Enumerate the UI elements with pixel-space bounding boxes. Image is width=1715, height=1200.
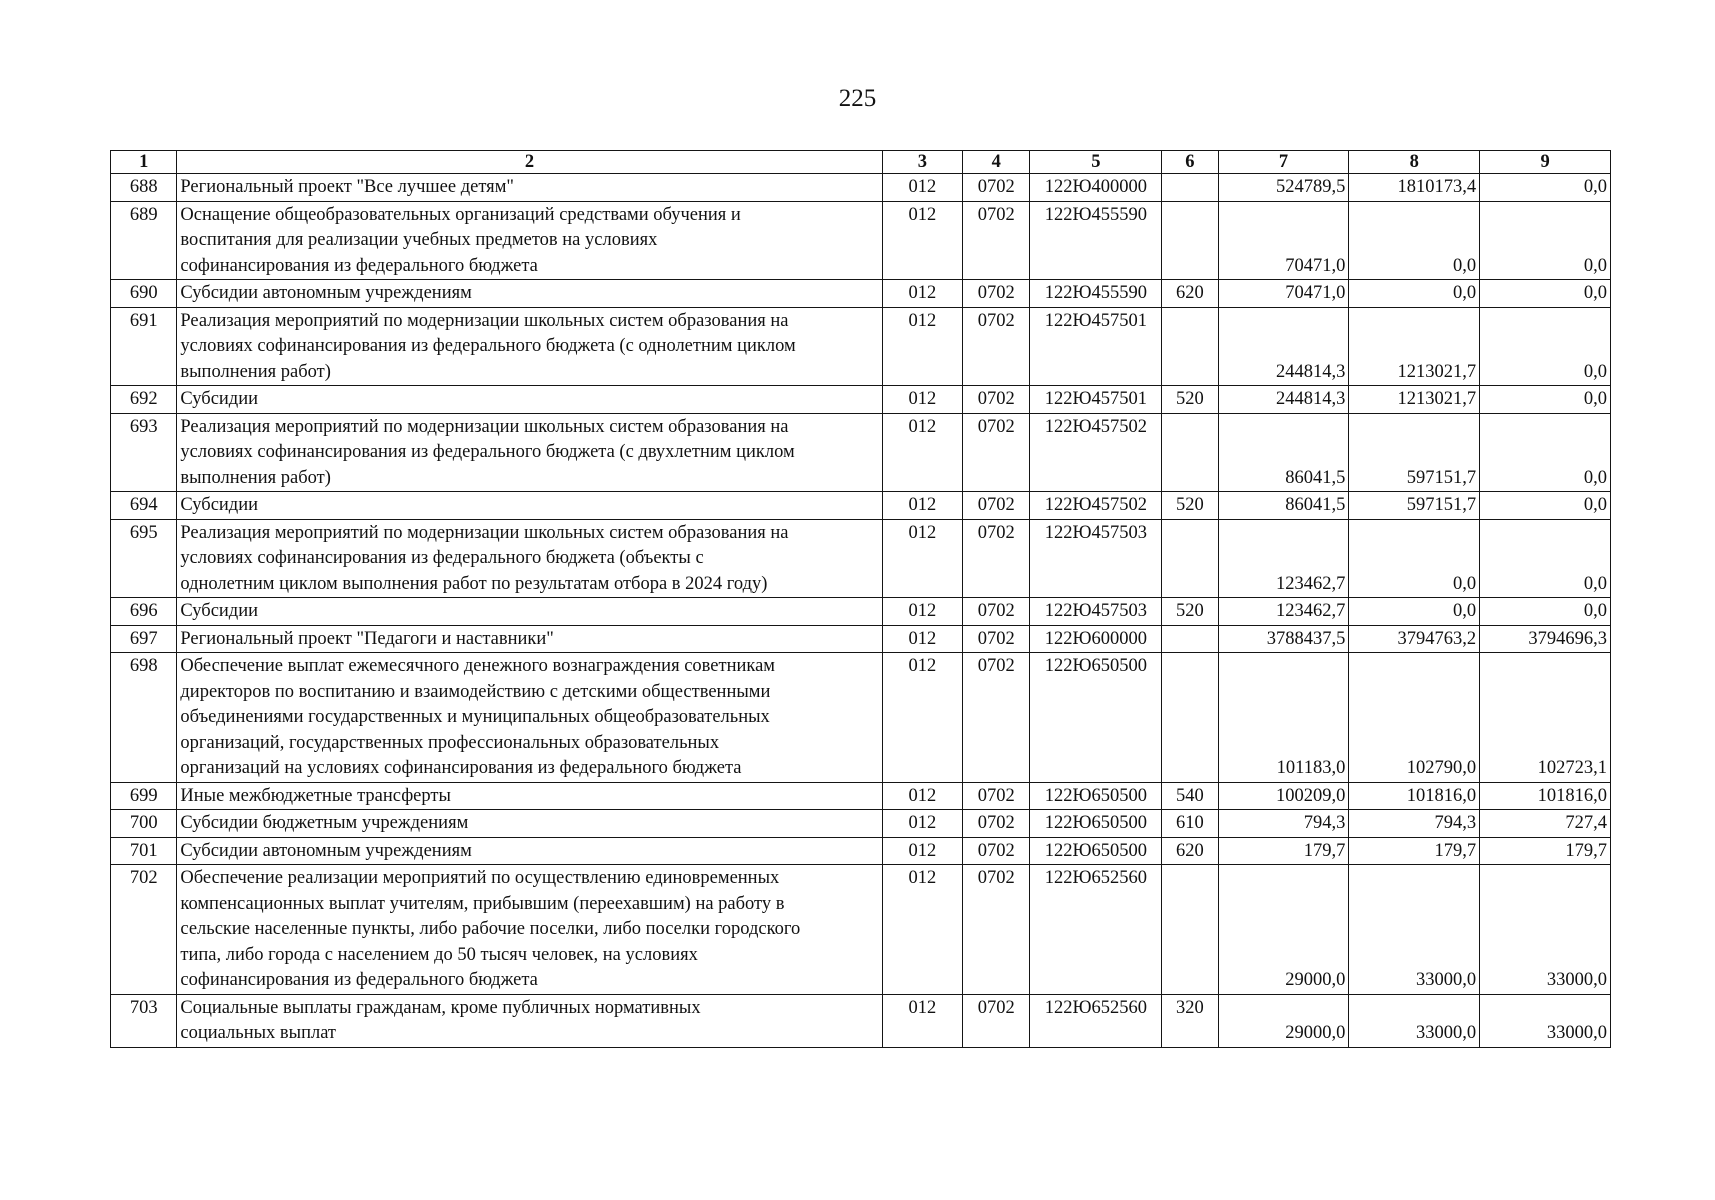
- row-value-9: 3794696,3: [1480, 625, 1611, 653]
- table-row: [111, 492, 1611, 520]
- row-value-7: 123462,7: [1218, 519, 1349, 598]
- row-number: 695: [111, 519, 177, 598]
- row-value-8: 794,3: [1349, 810, 1480, 838]
- row-value-7: 244814,3: [1218, 307, 1349, 386]
- row-code-4: 0702: [963, 782, 1030, 810]
- row-code-5: 122Ю600000: [1030, 625, 1162, 653]
- row-value-7: 101183,0: [1218, 653, 1349, 783]
- row-number: 692: [111, 386, 177, 414]
- row-value-9: 0,0: [1480, 201, 1611, 280]
- row-name: Субсидии: [177, 386, 882, 414]
- table-header-row: [111, 151, 1611, 174]
- row-code-5: 122Ю457501: [1030, 307, 1162, 386]
- row-value-9: 727,4: [1480, 810, 1611, 838]
- row-code-6: 610: [1162, 810, 1218, 838]
- row-name: Иные межбюджетные трансферты: [177, 782, 882, 810]
- row-code-4: 0702: [963, 598, 1030, 626]
- row-name: Региональный проект "Все лучшее детям": [177, 174, 882, 202]
- row-code-6: 520: [1162, 598, 1218, 626]
- row-value-9: 0,0: [1480, 386, 1611, 414]
- row-value-8: 1810173,4: [1349, 174, 1480, 202]
- row-value-8: 3794763,2: [1349, 625, 1480, 653]
- row-value-8: 0,0: [1349, 598, 1480, 626]
- row-value-9: 0,0: [1480, 280, 1611, 308]
- row-name: Субсидии бюджетным учреждениям: [177, 810, 882, 838]
- table-row: [111, 280, 1611, 308]
- row-value-7: 70471,0: [1218, 280, 1349, 308]
- row-name: Оснащение общеобразовательных организаций средствами обучения и воспитания для реализации учебных предметов на условиях софинансирования из федерального бюджета: [177, 201, 882, 280]
- row-value-8: 0,0: [1349, 280, 1480, 308]
- row-value-9: 0,0: [1480, 598, 1611, 626]
- row-value-8: 597151,7: [1349, 492, 1480, 520]
- row-code-5: 122Ю650500: [1030, 837, 1162, 865]
- row-number: 689: [111, 201, 177, 280]
- row-code-3: 012: [882, 280, 962, 308]
- row-code-4: 0702: [963, 519, 1030, 598]
- row-value-7: 123462,7: [1218, 598, 1349, 626]
- column-header-3: 3: [882, 151, 962, 174]
- row-value-8: 1213021,7: [1349, 307, 1480, 386]
- row-number: 696: [111, 598, 177, 626]
- row-value-9: 0,0: [1480, 519, 1611, 598]
- table-row: [111, 386, 1611, 414]
- row-code-6: [1162, 865, 1218, 995]
- column-header-5: 5: [1030, 151, 1162, 174]
- row-code-5: 122Ю457503: [1030, 519, 1162, 598]
- row-code-6: [1162, 625, 1218, 653]
- row-name: Социальные выплаты гражданам, кроме публичных нормативных социальных выплат: [177, 994, 882, 1047]
- row-value-9: 0,0: [1480, 307, 1611, 386]
- table-row: [111, 174, 1611, 202]
- row-code-5: 122Ю457502: [1030, 413, 1162, 492]
- row-code-6: 540: [1162, 782, 1218, 810]
- row-value-9: 0,0: [1480, 492, 1611, 520]
- row-name: Субсидии: [177, 598, 882, 626]
- row-name: Региональный проект "Педагоги и наставники": [177, 625, 882, 653]
- row-number: 691: [111, 307, 177, 386]
- row-code-6: 620: [1162, 280, 1218, 308]
- row-code-5: 122Ю457501: [1030, 386, 1162, 414]
- row-value-8: 102790,0: [1349, 653, 1480, 783]
- row-code-6: 320: [1162, 994, 1218, 1047]
- row-value-8: 597151,7: [1349, 413, 1480, 492]
- row-code-4: 0702: [963, 280, 1030, 308]
- row-code-6: 520: [1162, 386, 1218, 414]
- table-row: [111, 810, 1611, 838]
- row-value-8: 0,0: [1349, 201, 1480, 280]
- row-value-9: 102723,1: [1480, 653, 1611, 783]
- row-number: 703: [111, 994, 177, 1047]
- row-code-3: 012: [882, 492, 962, 520]
- row-code-6: [1162, 307, 1218, 386]
- row-number: 700: [111, 810, 177, 838]
- row-value-8: 33000,0: [1349, 994, 1480, 1047]
- column-header-9: 9: [1480, 151, 1611, 174]
- row-number: 699: [111, 782, 177, 810]
- table-body: [111, 174, 1611, 1048]
- row-code-4: 0702: [963, 810, 1030, 838]
- row-value-9: 179,7: [1480, 837, 1611, 865]
- table-row: [111, 865, 1611, 995]
- row-code-3: 012: [882, 519, 962, 598]
- row-value-7: 3788437,5: [1218, 625, 1349, 653]
- row-value-8: 1213021,7: [1349, 386, 1480, 414]
- row-value-9: 33000,0: [1480, 865, 1611, 995]
- row-code-5: 122Ю457502: [1030, 492, 1162, 520]
- row-name: Субсидии: [177, 492, 882, 520]
- row-code-3: 012: [882, 810, 962, 838]
- row-code-4: 0702: [963, 653, 1030, 783]
- row-code-6: [1162, 519, 1218, 598]
- row-code-5: 122Ю455590: [1030, 280, 1162, 308]
- row-value-7: 524789,5: [1218, 174, 1349, 202]
- row-code-3: 012: [882, 174, 962, 202]
- row-number: 697: [111, 625, 177, 653]
- budget-table: [110, 150, 1611, 1048]
- column-header-2: 2: [177, 151, 882, 174]
- table-row: [111, 653, 1611, 783]
- column-header-6: 6: [1162, 151, 1218, 174]
- row-code-3: 012: [882, 865, 962, 995]
- row-code-4: 0702: [963, 413, 1030, 492]
- row-code-5: 122Ю652560: [1030, 865, 1162, 995]
- row-value-7: 86041,5: [1218, 492, 1349, 520]
- row-value-7: 70471,0: [1218, 201, 1349, 280]
- row-code-6: [1162, 174, 1218, 202]
- column-header-1: 1: [111, 151, 177, 174]
- row-code-3: 012: [882, 386, 962, 414]
- table-row: [111, 994, 1611, 1047]
- row-name: Реализация мероприятий по модернизации школьных систем образования на условиях софинансирования из федерального бюджета (с двухлетним циклом выполнения работ): [177, 413, 882, 492]
- row-code-4: 0702: [963, 625, 1030, 653]
- row-number: 693: [111, 413, 177, 492]
- row-name: Обеспечение реализации мероприятий по осуществлению единовременных компенсационных выплат учителям, прибывшим (переехавшим) на работу в сельские населенные пункты, либо рабочие поселки, либо поселки городского типа, либо города с населением до 50 тысяч человек, на условиях софинансирования из федерального бюджета: [177, 865, 882, 995]
- table-row: [111, 625, 1611, 653]
- row-value-7: 100209,0: [1218, 782, 1349, 810]
- row-name: Реализация мероприятий по модернизации школьных систем образования на условиях софинансирования из федерального бюджета (объекты с однолетним циклом выполнения работ по результатам отбора в 2024 году): [177, 519, 882, 598]
- row-value-8: 33000,0: [1349, 865, 1480, 995]
- row-code-3: 012: [882, 598, 962, 626]
- column-header-8: 8: [1349, 151, 1480, 174]
- column-header-7: 7: [1218, 151, 1349, 174]
- row-code-6: 620: [1162, 837, 1218, 865]
- row-value-8: 101816,0: [1349, 782, 1480, 810]
- row-value-9: 0,0: [1480, 413, 1611, 492]
- row-value-7: 179,7: [1218, 837, 1349, 865]
- row-code-3: 012: [882, 994, 962, 1047]
- row-code-5: 122Ю652560: [1030, 994, 1162, 1047]
- row-code-5: 122Ю400000: [1030, 174, 1162, 202]
- table-row: [111, 519, 1611, 598]
- row-code-4: 0702: [963, 386, 1030, 414]
- row-code-5: 122Ю650500: [1030, 782, 1162, 810]
- page-number: 225: [838, 85, 877, 112]
- row-code-4: 0702: [963, 174, 1030, 202]
- table-row: [111, 307, 1611, 386]
- row-code-6: [1162, 413, 1218, 492]
- row-number: 701: [111, 837, 177, 865]
- row-code-4: 0702: [963, 307, 1030, 386]
- row-value-7: 29000,0: [1218, 865, 1349, 995]
- row-code-6: 520: [1162, 492, 1218, 520]
- table-row: [111, 782, 1611, 810]
- row-code-5: 122Ю650500: [1030, 653, 1162, 783]
- row-value-7: 794,3: [1218, 810, 1349, 838]
- row-number: 688: [111, 174, 177, 202]
- row-number: 698: [111, 653, 177, 783]
- row-value-8: 0,0: [1349, 519, 1480, 598]
- row-code-4: 0702: [963, 492, 1030, 520]
- row-value-8: 179,7: [1349, 837, 1480, 865]
- row-number: 694: [111, 492, 177, 520]
- row-code-6: [1162, 653, 1218, 783]
- row-value-7: 244814,3: [1218, 386, 1349, 414]
- row-code-6: [1162, 201, 1218, 280]
- row-code-3: 012: [882, 782, 962, 810]
- row-value-9: 101816,0: [1480, 782, 1611, 810]
- row-code-4: 0702: [963, 201, 1030, 280]
- table-row: [111, 598, 1611, 626]
- row-code-4: 0702: [963, 837, 1030, 865]
- table-row: [111, 201, 1611, 280]
- row-name: Субсидии автономным учреждениям: [177, 837, 882, 865]
- row-name: Реализация мероприятий по модернизации школьных систем образования на условиях софинансирования из федерального бюджета (с однолетним циклом выполнения работ): [177, 307, 882, 386]
- row-code-5: 122Ю455590: [1030, 201, 1162, 280]
- column-header-4: 4: [963, 151, 1030, 174]
- row-value-7: 29000,0: [1218, 994, 1349, 1047]
- row-code-3: 012: [882, 201, 962, 280]
- row-value-7: 86041,5: [1218, 413, 1349, 492]
- row-number: 690: [111, 280, 177, 308]
- table-row: [111, 413, 1611, 492]
- row-code-3: 012: [882, 653, 962, 783]
- row-code-3: 012: [882, 625, 962, 653]
- row-code-5: 122Ю457503: [1030, 598, 1162, 626]
- row-code-5: 122Ю650500: [1030, 810, 1162, 838]
- row-code-4: 0702: [963, 994, 1030, 1047]
- row-code-4: 0702: [963, 865, 1030, 995]
- row-number: 702: [111, 865, 177, 995]
- row-code-3: 012: [882, 307, 962, 386]
- table-row: [111, 837, 1611, 865]
- row-value-9: 33000,0: [1480, 994, 1611, 1047]
- row-name: Субсидии автономным учреждениям: [177, 280, 882, 308]
- row-value-9: 0,0: [1480, 174, 1611, 202]
- row-code-3: 012: [882, 837, 962, 865]
- row-name: Обеспечение выплат ежемесячного денежного вознаграждения советникам директоров по воспитанию и взаимодействию с детскими общественными объединениями государственных и муниципальных общеобразовательных организаций, государственных профессиональных образовательных организаций на условиях софинансирования из федерального бюджета: [177, 653, 882, 783]
- row-code-3: 012: [882, 413, 962, 492]
